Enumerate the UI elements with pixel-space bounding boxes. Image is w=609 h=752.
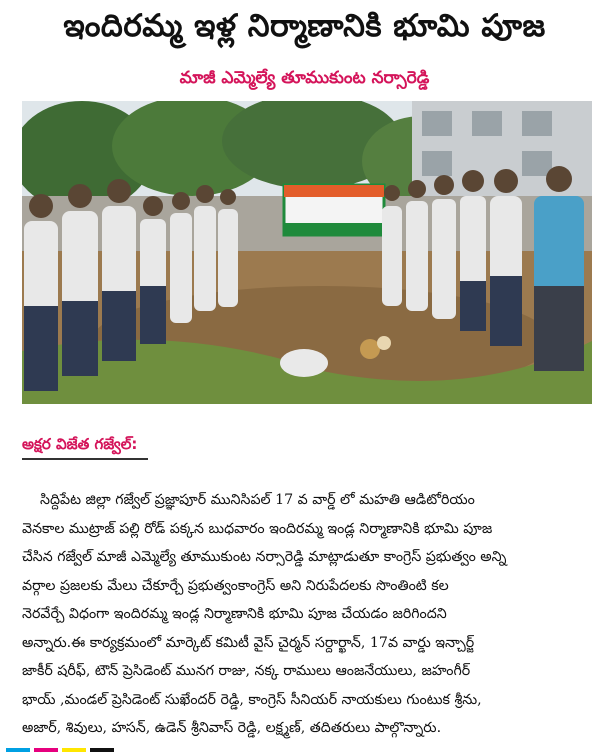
article-line: జాకీర్ షరీఫ్, టౌన్ ప్రెసిడెంట్ మునగ రాజు, నక్క రాములు ఆంజనేయులు, జహంగీర్ — [22, 663, 471, 679]
article-line: వెనకాల ముట్రాజ్ పల్లి రోడ్ పక్కన బుధవారం ఇందిరమ్మ ఇండ్ల నిర్మాణానికి భూమి పూజ — [22, 520, 493, 537]
article-line: చేసిన గజ్వేల్ మాజీ ఎమ్మెల్యే తూముకుంట నర్సారెడ్డి మాట్లాడుతూ కాంగ్రెస్ ప్రభుత్వం అన్ని — [22, 549, 507, 565]
article-line: అజార్, శివులు, హసన్, ఉడెన్ శ్రీనివాస్ రెడ్డి, లక్ష్మణ్, తదితరులు పాల్గొన్నారు. — [22, 720, 442, 736]
article-line: నెరవేర్చే విధంగా ఇందిరమ్మ ఇండ్ల నిర్మాణానికి భూమి పూజ చేయడం జరిగిందని — [22, 606, 447, 622]
headline: ఇందిరమ్మ ఇళ్ల నిర్మాణానికి భూమి పూజ — [63, 8, 546, 44]
byline: అక్షర విజేత గజ్వేల్: — [22, 435, 138, 453]
news-photo — [22, 101, 592, 404]
article-body — [22, 486, 596, 743]
byline-underline — [22, 458, 148, 460]
subheadline: మాజీ ఎమ్మెల్యే తూముకుంట నర్సారెడ్డి — [179, 68, 430, 88]
print-color-bar — [0, 744, 609, 752]
article-line: వర్గాల ప్రజలకు మేలు చేకూర్చే ప్రభుత్వంకాంగ్రెస్ అని నిరుపేదలకు సొంతింటి కల — [22, 577, 449, 594]
article-line: అన్నారు.ఈ కార్యక్రమంలో మార్కెట్ కమిటీ వైస్ చైర్మన్ సర్దార్ఖాన్, 17వ వార్డు ఇన్చార్జ్ — [22, 634, 475, 651]
article-line: సిద్దిపేట జిల్లా గజ్వేల్ ప్రజ్ఞాపూర్ మునిసిపల్ 17 వ వార్డ్ లో మహతి ఆడిటోరియం — [40, 492, 475, 508]
article-line: భాయ్ ,మండల్ ప్రెసిడెంట్ సుఖేందర్ రెడ్డి, కాంగ్రెస్ సీనియర్ నాయకులు గుంటుక శ్రీను, — [22, 691, 482, 708]
group-photo-illustration — [22, 101, 592, 404]
